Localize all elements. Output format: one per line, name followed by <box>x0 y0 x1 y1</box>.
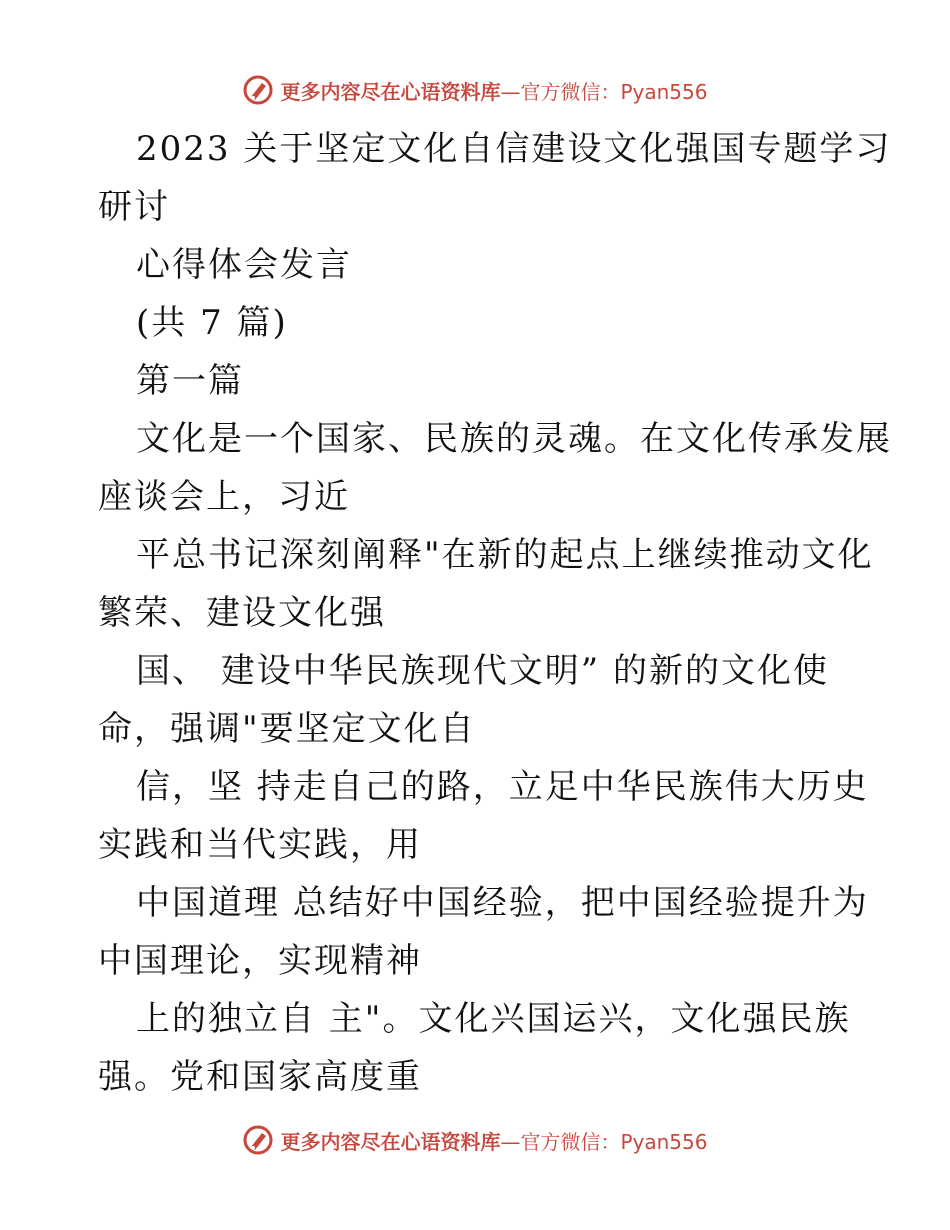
paragraph-line: 平总书记深刻阐释"在新的起点上继续推动文化 <box>136 535 874 575</box>
document-body <box>98 120 892 1106</box>
section-heading: 第一篇 <box>136 361 244 401</box>
paragraph-line: 信，坚 持走自己的路，立足中华民族伟大历史 <box>136 767 869 807</box>
banner-wechat-text: —官方微信：Pyan556 <box>500 79 708 104</box>
paragraph-line: 文化是一个国家、民族的灵魂。在文化传承发展 <box>136 419 892 459</box>
paragraph-line: 实践和当代实践，用 <box>98 825 422 865</box>
pen-logo-icon <box>242 1124 274 1156</box>
pen-logo-icon <box>242 74 274 106</box>
doc-subtitle: 心得体会发言 <box>136 245 352 285</box>
banner-brand-text: 更多内容尽在心语资料库 <box>280 1129 501 1154</box>
paragraph-line: 上的独立自 主"。文化兴国运兴，文化强民族 <box>136 999 851 1039</box>
paragraph-line: 座谈会上，习近 <box>98 477 350 517</box>
paragraph-line: 国、 建设中华民族现代文明” 的新的文化使 <box>136 651 829 691</box>
paragraph-line: 中国道理 总结好中国经验，把中国经验提升为 <box>136 883 869 923</box>
footer-watermark-banner <box>0 1120 950 1160</box>
paragraph-line: 命，强调"要坚定文化自 <box>98 709 476 749</box>
doc-count: (共 7 篇) <box>136 303 288 343</box>
paragraph-line: 繁荣、建设文化强 <box>98 593 386 633</box>
doc-title-line-2: 研讨 <box>98 187 170 227</box>
paragraph-line: 中国理论，实现精神 <box>98 941 422 981</box>
paragraph-line: 强。党和国家高度重 <box>98 1057 422 1097</box>
banner-brand-text: 更多内容尽在心语资料库 <box>280 79 501 104</box>
banner-wechat-text: —官方微信：Pyan556 <box>500 1129 708 1154</box>
doc-title-line-1: 2023 关于坚定文化自信建设文化强国专题学习 <box>136 129 892 169</box>
header-watermark-banner <box>0 70 950 110</box>
